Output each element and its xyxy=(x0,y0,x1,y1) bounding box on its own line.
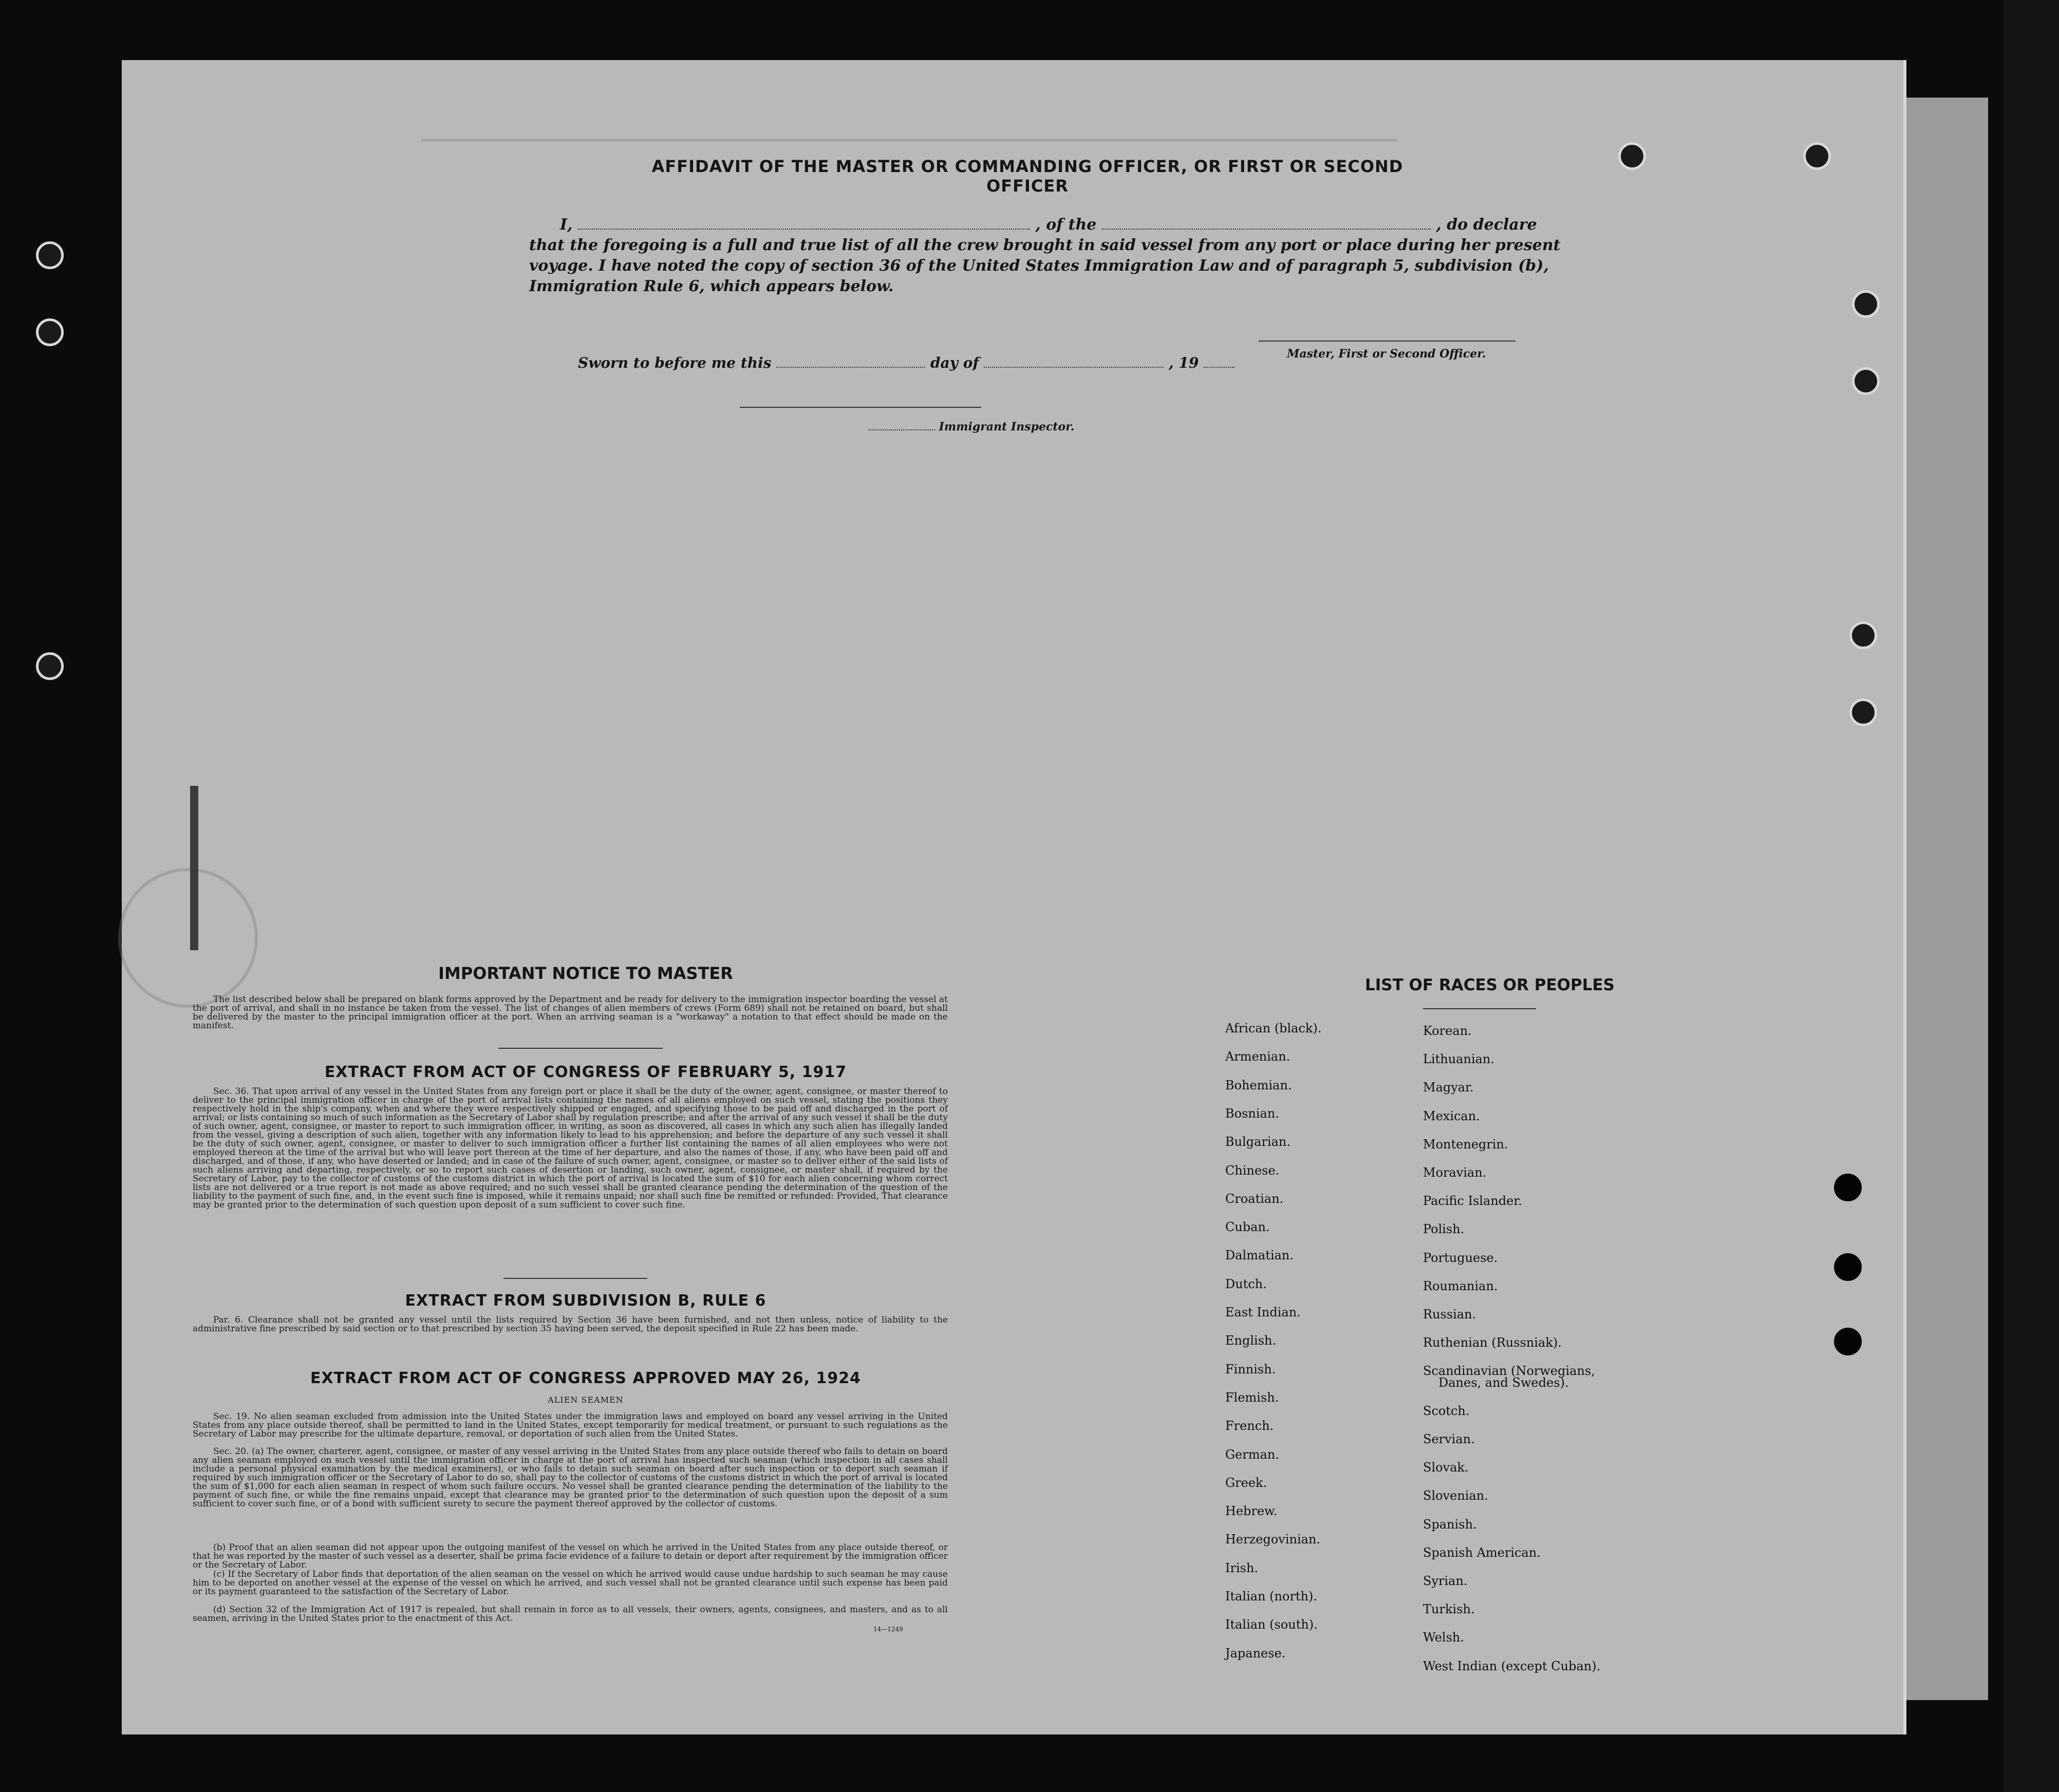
divider xyxy=(498,1048,663,1049)
race-item: Greek. xyxy=(1225,1475,1267,1490)
punch-hole xyxy=(1852,367,1880,395)
punch-hole xyxy=(1834,1253,1862,1281)
race-item: English. xyxy=(1225,1333,1277,1348)
race-item: Scotch. xyxy=(1423,1403,1470,1418)
race-item: Finnish. xyxy=(1225,1362,1276,1376)
form-number: 14—1249 xyxy=(873,1626,903,1633)
sworn-line xyxy=(578,354,1234,371)
inspector-dots xyxy=(868,427,935,430)
race-item: German. xyxy=(1225,1447,1279,1462)
race-item: African (black). xyxy=(1225,1021,1322,1035)
punch-hole xyxy=(1618,142,1646,170)
race-item: Irish. xyxy=(1225,1560,1259,1575)
race-item: Scandinavian (Norwegians, xyxy=(1423,1364,1595,1379)
race-item: Dalmatian. xyxy=(1225,1248,1294,1263)
master-signature-line xyxy=(1259,341,1515,342)
race-item: East Indian. xyxy=(1225,1305,1301,1319)
punch-hole xyxy=(1834,1328,1862,1355)
bleed-through xyxy=(421,118,1397,142)
race-item: Dutch. xyxy=(1225,1276,1267,1291)
punch-hole xyxy=(1849,621,1877,649)
race-item: Roumanian. xyxy=(1423,1278,1498,1293)
extract-1917-text: Sec. 36. That upon arrival of any vessel in the United States from any foreign port or place it shall be the duty of the owner, agent, consignee, or master thereof to deliver to the principal immigration officer in charge of the port of arrival lists containing the names of all aliens employed on such vessel, stating the positions they respectively hold in the ship's company, when and where they were respectively shipped or engaged, and specifying those to be paid off and discharged in the port of arrival; or lists containing so much of such information as the Secretary of Labor shall by regulation prescribe; and after the arrival of any such vessel it shall be the duty of such owner, agent, consignee, or master to report to such immigration officer, in writing, as soon as discovered, all cases in which any such alien has illegally landed from the vessel, giving a description of such alien, together with any information likely to lead to his apprehension; and before the departure of any such vessel it shall be the duty of such owner, agent, consignee, or master to deliver to such immigration officer a further list containing the names of all alien employees who were not employed thereon at the time of the arrival but who will leave port thereon at the time of her departure, and also the names of those, if any, who have been paid off and discharged, and of those, if any, who have deserted or landed; and in case of the failure of such owner, agent, consignee, or master so to deliver either of the said lists of such aliens arriving and departing, respectively, or so to report such cases of desertion or landing, such owner, agent, consignee, or master shall, if required by the Secretary of Labor, pay to the collector of customs of the customs district in which the port of arrival is located the sum of $10 for each alien concerning whom correct lists are not delivered or a true report is not made as above required; and no such vessel shall be granted clearance pending the determination of the question of the liability to the payment of such fine, and, in the event such fine is imposed, while it remains unpaid; nor shall such fine be remitted or refunded: Provided, That clearance may be granted prior to the determination of such question upon deposit of a sum sufficient to cover such fine. xyxy=(193,1086,948,1210)
race-item: Polish. xyxy=(1423,1222,1465,1237)
film-edge-strip xyxy=(2004,0,2059,1792)
race-item: Moravian. xyxy=(1423,1165,1487,1180)
race-item: Spanish American. xyxy=(1423,1545,1541,1560)
extract-1924-sec20c: (c) If the Secretary of Labor finds that deportation of the alien seaman on the vessel on which he arrived would cause undue hardship to such seaman he may cause him to be deported on another vessel at the expense of the vessel on which he arrived, and such vessel shall not be granted clearance until such expense has been paid or its payment guaranteed to the satisfaction of the Secretary of Labor. xyxy=(193,1569,948,1597)
race-item: Croatian. xyxy=(1225,1191,1284,1206)
affidavit-line-3: voyage. I have noted the copy of section 36 of the United States Immigration Law and of paragraph 5, subdivision (b), xyxy=(529,257,1549,275)
rule6-text: Par. 6. Clearance shall not be granted any vessel until the lists required by Section 36 have been furnished, and not then unless, notice of liability to the administrative fine prescribed by said section or to that prescribed by section 35 having been served, the deposit specified in Rule 22 has been made. xyxy=(193,1315,948,1334)
divider xyxy=(1423,1008,1536,1009)
affidavit-line-4: Immigration Rule 6, which appears below. xyxy=(529,277,894,295)
race-item: Italian (north). xyxy=(1225,1589,1318,1604)
extract-1924-sec20b: (b) Proof that an alien seaman did not appear upon the outgoing manifest of the vessel on which he arrived in the United States from any place outside thereof, or that he was reported by the master of such vessel as a deserter, shall be prima facie evidence of a failure to detain or deport after requirement by the immigration officer or the Secretary of Labor. xyxy=(193,1542,948,1570)
race-item: Chinese. xyxy=(1225,1163,1280,1178)
punch-hole xyxy=(1852,290,1880,318)
affidavit-line-2: that the foregoing is a full and true list of all the crew brought in said vessel from any port or place during her present xyxy=(529,236,1561,254)
punch-hole xyxy=(1834,1174,1862,1201)
race-item: Lithuanian. xyxy=(1423,1052,1495,1067)
vessel-field xyxy=(1102,227,1431,230)
extract-1924-title: EXTRACT FROM ACT OF CONGRESS APPROVED MAY 26, 1924 xyxy=(310,1369,861,1387)
race-item: Slovak. xyxy=(1423,1460,1469,1475)
extract-1924-sec20d: (d) Section 32 of the Immigration Act of 1917 is repealed, but shall remain in force as to all vessels, their owners, agents, consignees, and masters, and as to all seamen, arriving in the United States prior to the enactment of this Act. xyxy=(193,1605,948,1624)
affidavit-of-the: , of the xyxy=(1035,216,1097,234)
punch-hole xyxy=(36,241,64,269)
race-item: Bosnian. xyxy=(1225,1106,1279,1121)
master-signature-label: Master, First or Second Officer. xyxy=(1287,347,1486,361)
sworn-label: Sworn to before me this xyxy=(578,354,772,371)
notice-text: The list described below shall be prepared on blank forms approved by the Department and be ready for delivery to the immigration inspector boarding the vessel at the port of arrival, and shall in no instance be taken from the vessel. The list of changes of alien members of crews (Form 689) shall not be retained on board, but shall be delivered by the master to the principal immigration officer at the port. When an arriving seaman is a "workaway" a notation to that effect should be made on the manifest. xyxy=(193,994,948,1031)
race-item: Slovenian. xyxy=(1423,1488,1488,1503)
race-item: Welsh. xyxy=(1423,1630,1464,1645)
punch-hole xyxy=(1803,142,1831,170)
race-item: Montenegrin. xyxy=(1423,1137,1508,1152)
race-item: Russian. xyxy=(1423,1307,1476,1322)
race-item: Italian (south). xyxy=(1225,1617,1318,1632)
races-title: LIST OF RACES OR PEOPLES xyxy=(1364,976,1615,994)
affidavit-i: I, xyxy=(560,216,573,234)
ink-mark xyxy=(190,786,198,950)
name-field xyxy=(578,227,1030,230)
race-item: Servian. xyxy=(1423,1432,1475,1446)
punch-hole xyxy=(36,318,64,346)
race-item: Flemish. xyxy=(1225,1390,1279,1405)
race-item: Pacific Islander. xyxy=(1423,1194,1522,1209)
race-item: Magyar. xyxy=(1423,1080,1474,1095)
race-item: Herzegovinian. xyxy=(1225,1532,1321,1547)
sworn-day-field xyxy=(776,365,925,368)
inspector-label xyxy=(868,420,1074,433)
divider xyxy=(503,1278,647,1279)
extract-1924-sec20a: Sec. 20. (a) The owner, charterer, agent, consignee, or master of any vessel arriving in the United States from any place outside thereof who fails to detain on board any alien seaman employed on such vessel until the immigration officer in charge at the port of arrival has inspected such seaman (which inspection in all cases shall include a personal physical examination by the medical examiners), or who fails to detain such seaman on board after such inspection or to deport such seaman if required by such immigration officer or the Secretary of Labor to do so, shall pay to the collector of customs of the customs district in which the port of arrival is located the sum of $1,000 for each alien seaman in respect of whom such failure occurs. No vessel shall be granted clearance pending the determination of the liability to the payment of such fine, or while the fine remains unpaid, except that clearance may be granted prior to the determination of such question upon the deposit of a sum sufficient to cover such fine, or of a bond with sufficient surety to secure the payment thereof approved by the collector of customs. xyxy=(193,1446,948,1509)
race-item: Portuguese. xyxy=(1423,1250,1498,1265)
inspector-signature-line xyxy=(740,407,981,408)
inspector-label-text: Immigrant Inspector. xyxy=(939,420,1075,433)
race-item: Mexican. xyxy=(1423,1108,1480,1123)
race-item: Cuban. xyxy=(1225,1220,1270,1235)
race-item: Danes, and Swedes). xyxy=(1438,1375,1569,1390)
punch-hole xyxy=(36,652,64,680)
extract-1924-subtitle: ALIEN SEAMEN xyxy=(548,1395,624,1405)
race-item: Bulgarian. xyxy=(1225,1135,1290,1149)
race-item: Japanese. xyxy=(1225,1646,1286,1661)
extract-1917-title: EXTRACT FROM ACT OF CONGRESS OF FEBRUARY 5, 1917 xyxy=(324,1063,847,1081)
race-item: Ruthenian (Russniak). xyxy=(1423,1335,1562,1350)
extract-1924-sec19: Sec. 19. No alien seaman excluded from admission into the United States under the immigration laws and employed on board any vessel arriving in the United States from any place outside thereof, shall be permitted to land in the United States, except temporarily for medical treatment, or pursuant to such regulations as the Secretary of Labor may prescribe for the ultimate departure, removal, or deportation of such alien from the United States. xyxy=(193,1411,948,1439)
affidavit-declare: , do declare xyxy=(1436,216,1537,234)
rule6-title: EXTRACT FROM SUBDIVISION B, RULE 6 xyxy=(405,1292,766,1310)
year-label: , 19 xyxy=(1169,354,1199,371)
race-item: Bohemian. xyxy=(1225,1078,1292,1092)
punch-hole xyxy=(1849,699,1877,726)
race-item: Hebrew. xyxy=(1225,1504,1278,1519)
day-of-label: day of xyxy=(930,354,979,371)
affidavit-title: AFFIDAVIT OF THE MASTER OR COMMANDING OFFICER, OR FIRST OR SECOND OFFICER xyxy=(651,157,1403,196)
race-item: French. xyxy=(1225,1419,1274,1433)
race-item: Syrian. xyxy=(1423,1574,1468,1588)
race-item: Armenian. xyxy=(1225,1049,1290,1064)
race-item: West Indian (except Cuban). xyxy=(1423,1658,1601,1673)
race-item: Turkish. xyxy=(1423,1602,1475,1617)
race-item: Spanish. xyxy=(1423,1517,1477,1532)
faded-stamp xyxy=(118,868,258,1008)
notice-title: IMPORTANT NOTICE TO MASTER xyxy=(438,964,733,983)
sworn-year-field xyxy=(1204,365,1234,368)
race-item: Korean. xyxy=(1423,1024,1472,1038)
affidavit-line-1 xyxy=(560,216,1537,234)
sworn-month-field xyxy=(984,365,1164,368)
